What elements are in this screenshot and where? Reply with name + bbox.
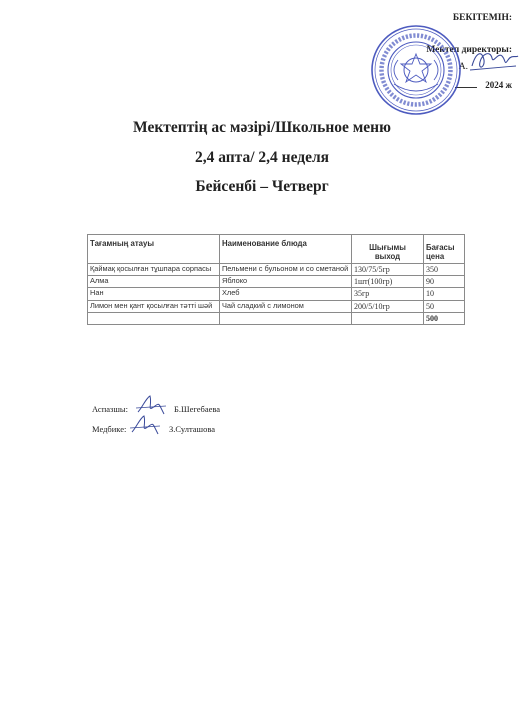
dish-price: 10 (424, 288, 465, 300)
total-price: 500 (424, 312, 465, 324)
column-header: Тағамның атауы (88, 235, 220, 264)
table-row (88, 300, 465, 312)
column-header: Наименование блюда (220, 235, 352, 264)
cook-role: Аспазшы: (92, 404, 128, 414)
column-header: Бағасы цена (424, 235, 465, 264)
table-row (88, 264, 465, 276)
dish-russian: Пельмени с бульоном и со сметаной (220, 264, 352, 276)
dish-kazakh: Лимон мен қант қосылған тәтті шәй (88, 300, 220, 312)
director-line: Мектеп директоры: (426, 44, 512, 55)
dish-price: 50 (424, 300, 465, 312)
total-row (88, 312, 465, 324)
title-block (0, 120, 524, 209)
dish-russian: Чай сладкий с лимоном (220, 300, 352, 312)
dish-kazakh: Қаймақ қосылған тұшпара сорпасы (88, 264, 220, 276)
dish-yield: 35гр (352, 288, 424, 300)
nurse-name: З.Султашова (169, 424, 216, 434)
approval-date: 2024 ж (426, 81, 512, 90)
table-row (88, 288, 465, 300)
nurse-signature (128, 412, 162, 438)
cook-name: Б.Шегебаева (174, 404, 221, 414)
director-signature (468, 44, 520, 78)
nurse-role: Медбике: (92, 424, 127, 434)
approval-title: БЕКІТЕМІН: (452, 13, 512, 23)
dish-yield: 200/5/10гр (352, 300, 424, 312)
official-stamp (370, 24, 462, 116)
director-name-fragment: А. (458, 62, 468, 72)
page-title: Мектептің ас мәзірі/Школьное меню (133, 119, 391, 136)
dish-kazakh: Алма (88, 276, 220, 288)
dish-russian: Хлеб (220, 288, 352, 300)
dish-kazakh: Нан (88, 288, 220, 300)
column-header: Шығымы выход (352, 235, 424, 264)
dish-price: 350 (424, 264, 465, 276)
dish-yield: 1шт(100гр) (352, 276, 424, 288)
dish-russian: Яблоко (220, 276, 352, 288)
table-row (88, 276, 465, 288)
table-header-row (88, 235, 465, 264)
dish-price: 90 (424, 276, 465, 288)
menu-table (87, 234, 465, 325)
day-label: Бейсенбі – Четверг (195, 178, 329, 195)
dish-yield: 130/75/5гр (352, 264, 424, 276)
week-label: 2,4 апта/ 2,4 неделя (194, 148, 330, 166)
